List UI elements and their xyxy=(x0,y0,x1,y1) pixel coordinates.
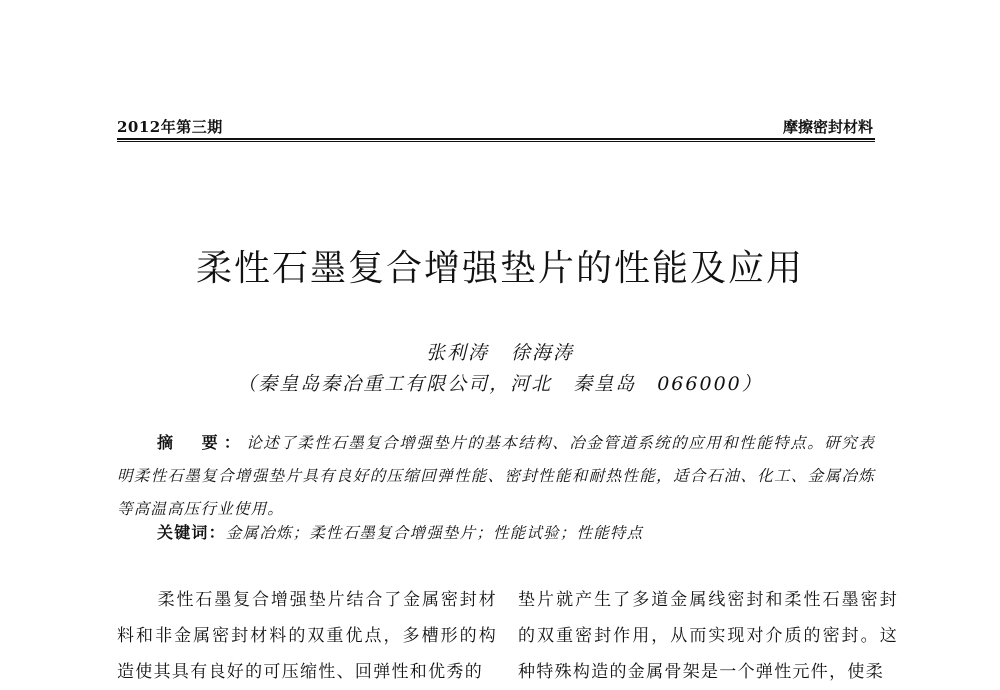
body-column-right xyxy=(518,582,898,690)
keywords-label: 关键词： xyxy=(157,523,226,542)
header-rule xyxy=(117,138,875,140)
abstract-label: 摘 要： xyxy=(157,433,247,452)
abstract xyxy=(117,426,875,526)
header-rule-thin xyxy=(117,141,875,142)
abstract-text: 论述了柔性石墨复合增强垫片的基本结构、冶金管道系统的应用和性能特点。研究表明柔性石墨复合增强垫片具有良好的压缩回弹性能、密封性能和耐热性能，适合石油、化工、金属冶炼等高温高压行业使用。 xyxy=(117,434,875,518)
keywords xyxy=(157,520,875,543)
body-column-left xyxy=(117,582,497,690)
author-name: 张利涛 xyxy=(425,342,489,364)
author-name: 徐海涛 xyxy=(511,342,575,364)
affiliation: （秦皇岛秦冶重工有限公司，河北 秦皇岛 066000） xyxy=(237,373,763,395)
body-text-right: 垫片就产生了多道金属线密封和柔性石墨密封的双重密封作用，从而实现对介质的密封。这种特殊构造的金属骨架是一个弹性元件，使柔 xyxy=(518,590,898,682)
body-text-left: 柔性石墨复合增强垫片结合了金属密封材料和非金属密封材料的双重优点，多槽形的构造使其具有良好的可压缩性、回弹性和优秀的 xyxy=(117,590,497,682)
paper-title: 柔性石墨复合增强垫片的性能及应用 xyxy=(195,248,804,289)
running-header-issue: 2012年第三期 xyxy=(117,118,223,136)
running-header-journal: 摩擦密封材料 xyxy=(782,118,873,136)
author-list xyxy=(0,338,1000,365)
keywords-text: 金属冶炼；柔性石墨复合增强垫片；性能试验；性能特点 xyxy=(225,524,644,542)
